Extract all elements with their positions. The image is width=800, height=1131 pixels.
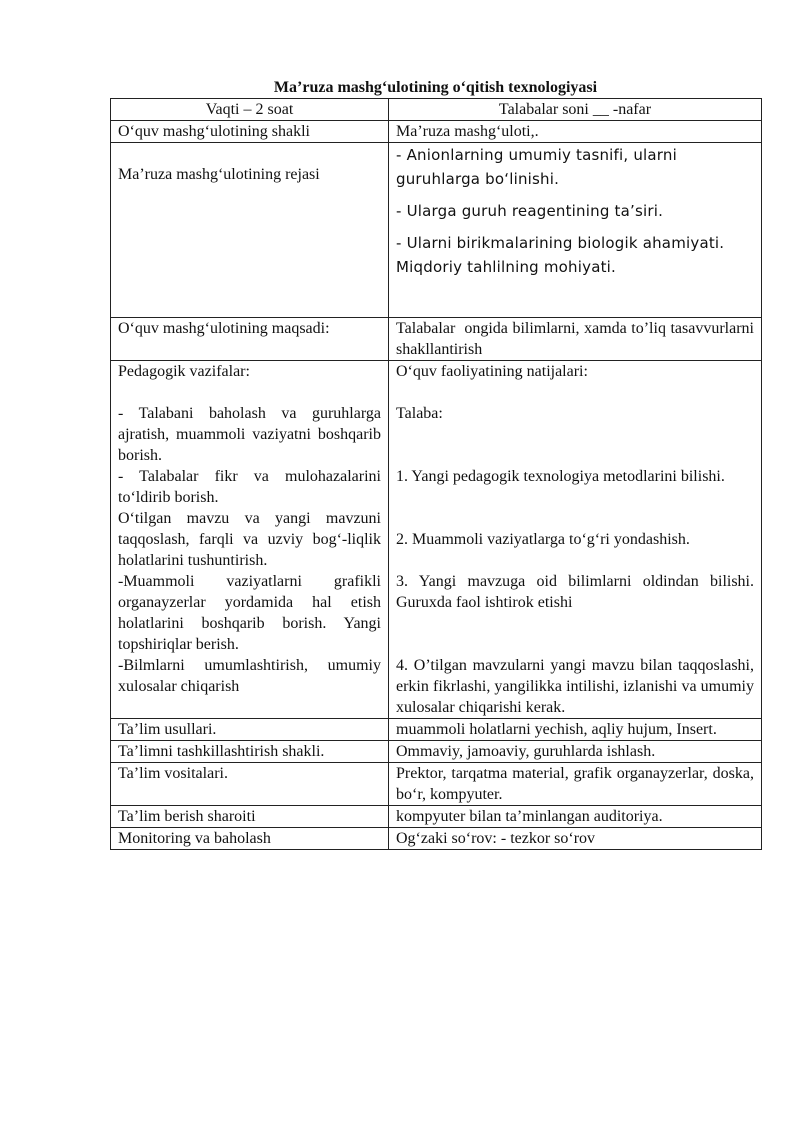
monitoring-label: Monitoring va baholash — [111, 828, 389, 850]
methods-value: muammoli holatlarni yechish, aqliy hujum, Insert. — [389, 719, 762, 741]
plan-row — [111, 143, 762, 318]
goal-value: Talabalar ongida bilimlarni, xamda to’liq tasavvurlarni shakllantirish — [389, 318, 762, 361]
conditions-row — [111, 806, 762, 828]
task-item: -Muammoli vaziyatlarni grafikli organayzerlar yordamida hal etish holatlarini boshqarib borish. Yangi topshiriqlar berish. — [118, 573, 381, 653]
plan-label: Ma’ruza mashg‘ulotining rejasi — [118, 166, 320, 183]
tools-value: Prektor, tarqatma material, grafik organayzerlar, doska, bo‘r, kompyuter. — [389, 763, 762, 806]
tasks-label: Pedagogik vazifalar: — [118, 363, 250, 380]
pedagogical-tasks-cell — [111, 361, 389, 719]
result-item: 2. Muammoli vaziyatlarga to‘g‘ri yondashish. — [396, 531, 690, 548]
lesson-plan-table — [110, 98, 762, 850]
student-label: Talaba: — [396, 405, 443, 422]
results-label: O‘quv faoliyatining natijalari: — [396, 363, 588, 380]
document-title: Ma’ruza mashg‘ulotining o‘qitish texnologiyasi — [273, 79, 598, 96]
form-value: Ma’ruza mashg‘uloti,. — [389, 121, 762, 143]
learning-results-cell — [389, 361, 762, 719]
conditions-label: Ta’lim berish sharoiti — [111, 806, 389, 828]
plan-item: - Ularga guruh reagentining ta’siri. — [396, 202, 664, 220]
organization-value: Ommaviy, jamoaviy, guruhlarda ishlash. — [389, 741, 762, 763]
organization-row — [111, 741, 762, 763]
plan-items-cell — [389, 143, 762, 318]
form-label: O‘quv mashg‘ulotining shakli — [111, 121, 389, 143]
monitoring-row — [111, 828, 762, 850]
task-item: - Talabalar fikr va mulohazalarini to‘ldirib borish. — [118, 468, 381, 506]
organization-label: Ta’limni tashkillashtirish shakli. — [111, 741, 389, 763]
tasks-row — [111, 361, 762, 719]
methods-label: Ta’lim usullari. — [111, 719, 389, 741]
conditions-value: kompyuter bilan ta’minlangan auditoriya. — [389, 806, 762, 828]
result-item: 1. Yangi pedagogik texnologiya metodlarini bilishi. — [396, 468, 725, 485]
time-cell: Vaqti – 2 soat — [111, 99, 389, 121]
tools-label: Ta’lim vositalari. — [111, 763, 389, 806]
plan-item: - Anionlarning umumiy tasnifi, ularni guruhlarga bo‘linishi. — [396, 146, 677, 188]
plan-label-cell — [111, 143, 389, 318]
goal-row — [111, 318, 762, 361]
task-item: - Talabani baholash va guruhlarga ajratish, muammoli vaziyatni boshqarib borish. — [118, 405, 381, 464]
methods-row — [111, 719, 762, 741]
goal-label: O‘quv mashg‘ulotining maqsadi: — [111, 318, 389, 361]
result-item: 4. O’tilgan mavzularni yangi mavzu bilan taqqoslashi, erkin fikrlashi, yangilikka intilishi, izlanishi va umumiy xulosalar chiqarishi kerak. — [396, 657, 754, 716]
result-item: 3. Yangi mavzuga oid bilimlarni oldindan bilishi. Guruxda faol ishtirok etishi — [396, 573, 754, 611]
header-row — [111, 99, 762, 121]
task-item: -Bilmlarni umumlashtirish, umumiy xulosalar chiqarish — [118, 657, 381, 695]
task-item: O‘tilgan mavzu va yangi mavzuni taqqoslash, farqli va uzviy bog‘-liqlik holatlarini tushuntirish. — [118, 510, 381, 569]
form-row — [111, 121, 762, 143]
plan-item: - Ularni birikmalarining biologik ahamiyati. Miqdoriy tahlilning mohiyati. — [396, 234, 725, 276]
students-count-cell: Talabalar soni __ -nafar — [389, 99, 762, 121]
monitoring-value: Og‘zaki so‘rov: - tezkor so‘rov — [389, 828, 762, 850]
tools-row — [111, 763, 762, 806]
